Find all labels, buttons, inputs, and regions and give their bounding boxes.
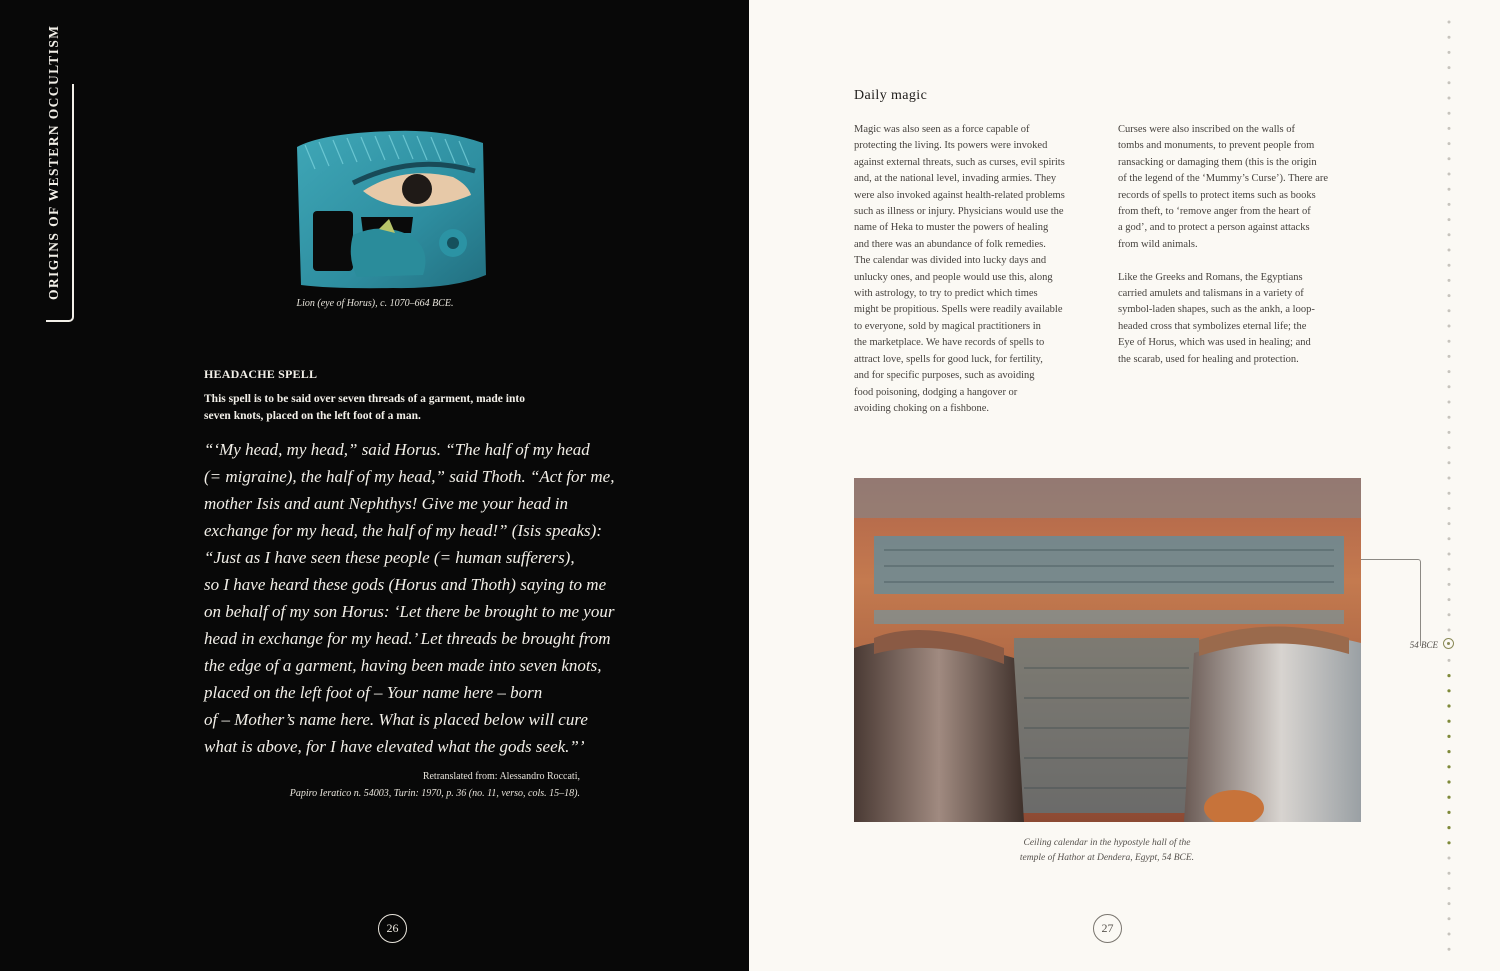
timeline-dot: [1448, 461, 1451, 464]
body-line: and for specific purposes, such as avoiding: [854, 370, 1035, 382]
body-line: to everyone, sold by magical practitioners in: [854, 320, 1041, 332]
body-line: symbol-laden shapes, such as the ankh, a loop-: [1118, 304, 1315, 316]
body-line: from theft, to ‘remove anger from the heart of: [1118, 206, 1311, 218]
body-line: and, at the national level, invading armies. They: [854, 173, 1057, 185]
timeline-connector-line: [1361, 559, 1421, 646]
timeline-dot: [1448, 218, 1451, 221]
timeline-dot: [1447, 720, 1450, 723]
body-line: avoiding choking on a fishbone.: [854, 402, 990, 414]
timeline-dot: [1448, 325, 1451, 328]
timeline-dot: [1448, 629, 1451, 632]
timeline-dot: [1448, 917, 1451, 920]
body-line: The calendar was divided into lucky days and: [854, 255, 1047, 267]
timeline-dot: [1448, 659, 1451, 662]
spell-heading: HEADACHE SPELL: [204, 367, 318, 381]
body-line: attract love, spells for good luck, for fertility,: [854, 353, 1043, 365]
page-number-right: 27: [1093, 914, 1122, 943]
timeline-dot: [1448, 36, 1451, 39]
figure-caption: Lion (eye of Horus), c. 1070–664 BCE.: [296, 298, 454, 309]
body-line: name of Heka to muster the powers of healing: [854, 222, 1049, 234]
timeline-dot: [1448, 492, 1451, 495]
timeline-dot: [1447, 735, 1450, 738]
page-number-left: 26: [378, 914, 407, 943]
timeline-dot: [1448, 97, 1451, 100]
timeline-dot: [1448, 203, 1451, 206]
timeline-dot: [1447, 765, 1450, 768]
timeline-dot: [1448, 401, 1451, 404]
body-column-2: [1118, 122, 1366, 368]
timeline-dot: [1447, 750, 1450, 753]
timeline-dot: [1448, 188, 1451, 191]
spell-line: on behalf of my son Horus: ‘Let there be brought to me your: [204, 602, 615, 621]
timeline-dot: [1448, 157, 1451, 160]
timeline-dot: [1448, 279, 1451, 282]
timeline-dot: [1448, 598, 1451, 601]
body-line: and there was an abundance of folk remedies.: [854, 238, 1046, 250]
body-line: against external threats, such as curses, evil spirits: [854, 156, 1065, 168]
body-line: headed cross that symbolizes eternal life; the: [1118, 320, 1307, 332]
timeline-dot: [1447, 689, 1450, 692]
spell-text: [204, 436, 615, 760]
timeline-dot: [1448, 553, 1451, 556]
timeline-dot: [1448, 613, 1451, 616]
timeline-dot: [1448, 264, 1451, 267]
spell-line: “‘My head, my head,” said Horus. “The half of my head: [204, 440, 590, 459]
timeline-dot: [1448, 872, 1451, 875]
spell-line: the edge of a garment, having been made into seven knots,: [204, 656, 602, 675]
spell-line: so I have heard these gods (Horus and Thoth) saying to me: [204, 575, 607, 594]
body-line: ransacking or damaging them (this is the origin: [1118, 156, 1317, 168]
body-line: unlucky ones, and people would use this, along: [854, 271, 1053, 283]
timeline-dot: [1447, 796, 1450, 799]
paragraph: [1118, 270, 1366, 368]
timeline-dot: [1447, 780, 1450, 783]
timeline-dot: [1448, 507, 1451, 510]
spell-intro: This spell is to be said over seven threads of a garment, made into seven knots, placed on the left foot of a man.: [204, 393, 525, 422]
body-line: records of spells to protect items such as books: [1118, 189, 1316, 201]
eye-of-horus-amulet-image: [293, 125, 489, 291]
body-line: the marketplace. We have records of spells to: [854, 337, 1045, 349]
spell-line: what is above, for I have elevated what the gods seek.”’: [204, 737, 585, 756]
left-page: [0, 0, 749, 971]
spell-source-citation: [260, 769, 580, 802]
timeline-dot: [1448, 127, 1451, 130]
body-line: food poisoning, dodging a hangover or: [854, 386, 1018, 398]
timeline-dot: [1448, 537, 1451, 540]
timeline-dot: [1448, 902, 1451, 905]
timeline-dot: [1448, 81, 1451, 84]
timeline-dot: [1448, 568, 1451, 571]
timeline-dot: [1448, 446, 1451, 449]
timeline-dot: [1448, 233, 1451, 236]
right-page: [749, 0, 1500, 971]
timeline-dot: [1448, 522, 1451, 525]
body-line: carried amulets and talismans in a variety of: [1118, 288, 1304, 300]
spine-bracket-line: [46, 84, 74, 322]
timeline-date-label: 54 BCE: [1409, 640, 1438, 650]
timeline-dot: [1447, 811, 1450, 814]
spell-line: placed on the left foot of – Your name here – born: [204, 683, 543, 702]
timeline-dot: [1448, 477, 1451, 480]
body-line: protecting the living. Its powers were invoked: [854, 140, 1048, 152]
timeline-dot: [1448, 340, 1451, 343]
timeline-dot: [1448, 431, 1451, 434]
timeline-dot: [1448, 385, 1451, 388]
paragraph: [1118, 122, 1366, 253]
caption-line: temple of Hathor at Dendera, Egypt, 54 BCE.: [1019, 853, 1195, 863]
timeline-dot: [1448, 51, 1451, 54]
body-line: Curses were also inscribed on the walls of: [1118, 124, 1295, 135]
timeline-dot: [1448, 370, 1451, 373]
spell-line: exchange for my head, the half of my head!” (Isis speaks):: [204, 521, 602, 540]
source-line: Retranslated from: Alessandro Roccati,: [422, 771, 580, 782]
spell-line: “Just as I have seen these people (= human sufferers),: [204, 548, 575, 567]
timeline-dot: [1448, 355, 1451, 358]
body-line: Like the Greeks and Romans, the Egyptians: [1118, 271, 1303, 283]
photo-caption: [999, 836, 1215, 866]
timeline-dot: [1448, 112, 1451, 115]
body-line: from wild animals.: [1118, 238, 1198, 250]
source-line: Papiro Ieratico n. 54003, Turin: 1970, p. 36 (no. 11, verso, cols. 15–18).: [289, 787, 580, 799]
body-line: might be propitious. Spells were readily available: [854, 304, 1063, 316]
timeline-current-marker-icon: [1443, 638, 1454, 649]
timeline-dot: [1448, 309, 1451, 312]
timeline-dot: [1447, 674, 1450, 677]
body-line: tombs and monuments, to prevent people from: [1118, 140, 1315, 152]
body-line: such as illness or injury. Physicians would use the: [854, 206, 1064, 218]
timeline-dot: [1448, 173, 1451, 176]
spell-line: (= migraine), the half of my head,” said Thoth. “Act for me,: [204, 467, 615, 486]
timeline-dots: [1439, 0, 1459, 971]
timeline-dot: [1448, 857, 1451, 860]
timeline-dot: [1448, 583, 1451, 586]
body-line: with astrology, to try to predict which times: [854, 288, 1038, 300]
spell-line: of – Mother’s name here. What is placed below will cure: [204, 710, 588, 729]
timeline-dot: [1448, 416, 1451, 419]
timeline-dot: [1448, 21, 1451, 24]
chapter-title: ORIGINS OF WESTERN OCCULTISM: [46, 24, 61, 300]
timeline-dot: [1447, 826, 1450, 829]
timeline-dot: [1447, 841, 1450, 844]
timeline-dot: [1448, 142, 1451, 145]
body-column-1: [854, 122, 1102, 417]
dendera-ceiling-photo: [854, 478, 1361, 822]
timeline-dot: [1448, 948, 1451, 951]
timeline-dot: [1448, 887, 1451, 890]
timeline-dot: [1448, 66, 1451, 69]
timeline-dot: [1448, 933, 1451, 936]
section-heading: Daily magic: [854, 88, 928, 103]
body-line: a god’, and to protect a person against attacks: [1118, 222, 1310, 234]
timeline-dot: [1447, 704, 1450, 707]
spell-line: mother Isis and aunt Nephthys! Give me your head in: [204, 494, 569, 513]
body-line: of the legend of the ‘Mummy’s Curse’). There are: [1118, 173, 1329, 185]
body-line: were also invoked against health-related problems: [854, 189, 1065, 201]
body-line: Eye of Horus, which was used in healing; and: [1118, 337, 1311, 349]
body-line: the scarab, used for healing and protection.: [1118, 353, 1299, 365]
paragraph-gap: [1118, 253, 1366, 269]
caption-line: Ceiling calendar in the hypostyle hall of the: [1023, 838, 1191, 848]
spine-header: [46, 24, 76, 323]
timeline-dot: [1448, 249, 1451, 252]
spell-line: head in exchange for my head.’ Let threads be brought from: [204, 629, 611, 648]
timeline-dot: [1448, 294, 1451, 297]
body-line: Magic was also seen as a force capable of: [854, 124, 1030, 135]
